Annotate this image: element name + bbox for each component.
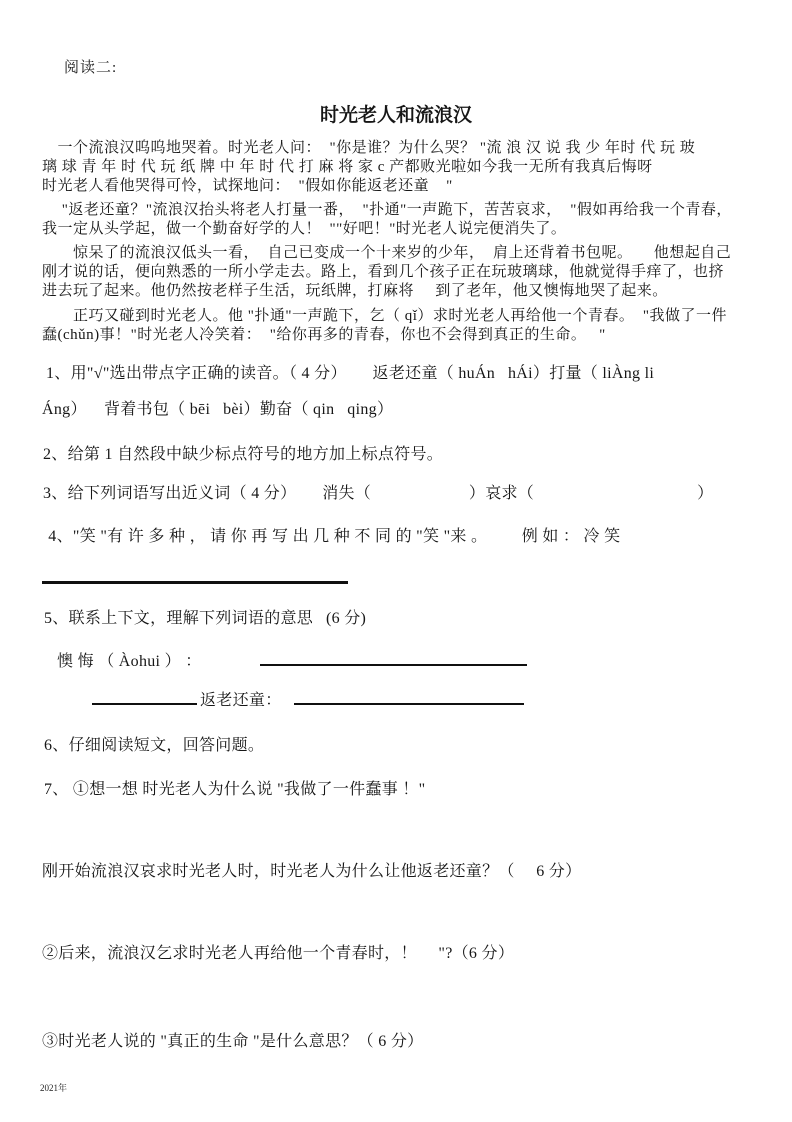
question-5: 5、联系上下文，理解下列词语的意思 (6 分) [44,610,367,627]
footer-year: 2021年 [40,1083,68,1093]
passage-line-10: 蠢(chǔn)事！"时光老人冷笑着： "给你再多的青春，你也不会得到真正的生命。 " [42,327,606,343]
section-label: 阅读二: [64,60,118,76]
passage-line-3: 时光老人看他哭得可怜，试探地问： "假如你能返老还童 " [42,178,453,194]
question-7: 7、 ①想一想 时光老人为什么说 "我做了一件蠢事 ！" [44,781,426,798]
passage-line-9: 正巧又碰到时光老人。他 "扑通"一声跪下，乞（ qǐ）求时光老人再给他一个青春。 "我做了一件 [42,308,728,324]
passage-line-1: 一个流浪汉呜呜地哭着。时光老人问： "你是谁？为什么哭？ "流 浪 汉 说 我 少 年时 代 玩 玻 [42,140,696,156]
answer-blank-line [42,581,348,584]
passage-line-4: "返老还童？"流浪汉抬头将老人打量一番， "扑通"一声跪下，苦苦哀求， "假如再给我一个青春， [42,202,732,218]
answer-blank-line [92,703,197,705]
passage-line-5: 我一定从头学起，做一个勤奋好学的人！ ""好吧！"时光老人说完便消失了。 [42,221,567,237]
q5-term-fanlaohuantong-label: 返老还童： [200,692,282,709]
answer-blank-line [260,664,527,666]
question-6: 6、仔细阅读短文，回答问题。 [44,737,265,754]
answer-blank-line [294,703,524,705]
question-2: 2、给第 1 自然段中缺少标点符号的地方加上标点符号。 [43,446,444,463]
question-7-sub-3: ③时光老人说的 "真正的生命 "是什么意思？（ 6 分） [42,1033,424,1050]
question-3: 3、给下列词语写出近义词（ 4 分） 消失（ ）哀求（ ） [43,485,714,502]
q5-term-aohui-label: 懊 悔 （ Àohui ） ： [57,653,202,670]
question-7-sub-1: 刚开始流浪汉哀求时光老人时，时光老人为什么让他返老还童？（ 6 分） [42,863,582,880]
question-1-line-2: Áng） 背着书包（ bēi bèi）勤奋（ qin qing） [42,401,394,418]
passage-line-7: 刚才说的话，便向熟悉的一所小学走去。路上，看到几个孩子正在玩玻璃球，他就觉得手痒了，也挤 [42,264,725,280]
question-1-line-1: 1、用"√"选出带点字正确的读音。（ 4 分） 返老还童（ huÁn hÁi）打量（ liÀng li [46,365,655,382]
page-title: 时光老人和流浪汉 [319,105,472,126]
question-4: 4、"笑 "有 许 多 种 ， 请 你 再 写 出 几 种 不 同 的 "笑 "来 。 例 如 ： 冷 笑 [44,528,621,545]
passage-line-2: 璃 球 青 年 时 代 玩 纸 牌 中 年 时 代 打 麻 将 家 c 产都败光啦如今我一无所有我真后悔呀 [42,159,653,175]
passage-line-8: 进去玩了起来。他仍然按老样子生活，玩纸牌，打麻将 到了老年，他又懊悔地哭了起来。 [42,283,668,299]
question-7-sub-2: ②后来，流浪汉乞求时光老人再给他一个青春时，！ "?（6 分） [42,945,515,962]
passage-line-6: 惊呆了的流浪汉低头一看， 自己已变成一个十来岁的少年， 肩上还背着书包呢。 他想起自己 [42,245,732,261]
